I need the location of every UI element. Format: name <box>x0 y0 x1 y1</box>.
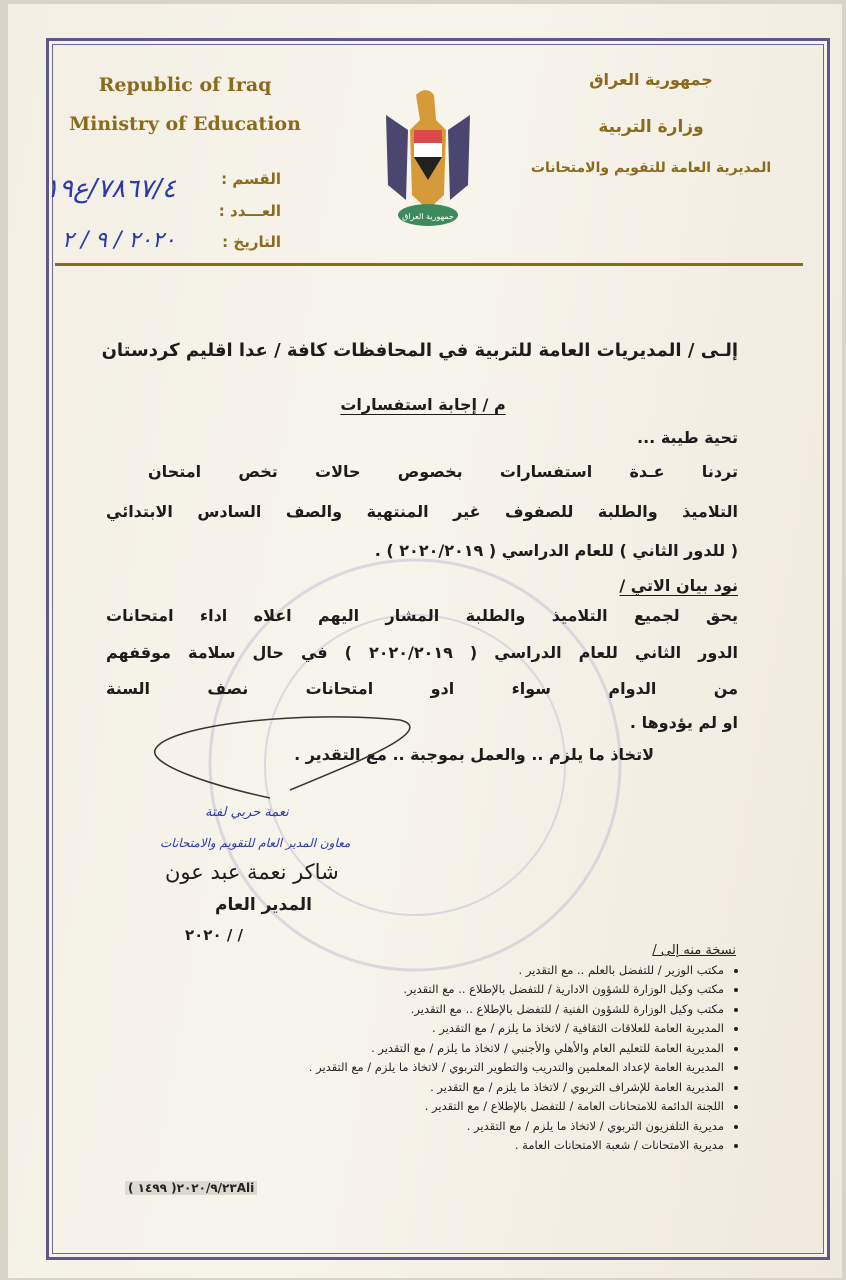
para2-line1: يحق لجميع التلاميذ والطلبة المشار اليهم اعلاه اداء امتحانات <box>106 606 738 625</box>
cc-item: • مديرية الامتحانات / شعبة الامتحانات العامة . <box>309 1136 724 1156</box>
closing: لاتخاذ ما يلزم .. والعمل بموجبة .. مع التقدير . <box>294 745 654 764</box>
signer-title: المدير العام <box>215 895 312 915</box>
letterhead-ar-directorate: المديرية العامة للتقويم والامتحانات <box>530 160 772 176</box>
cc-item: • المديرية العامة للإشراف التربوي / لاتخاذ ما يلزم / مع التقدير . <box>309 1078 724 1098</box>
date-label: التاريخ : <box>222 233 281 251</box>
cc-item: • مديرية التلفزيون التربوي / لاتخاذ ما يلزم / مع التقدير . <box>309 1117 724 1137</box>
subject: م / إجابة استفسارات <box>340 395 506 414</box>
signature-loop <box>150 705 430 805</box>
reference-code: ( ١٤٩٩ )٢٠٢٠/٩/٢٣Ali <box>125 1181 257 1195</box>
cc-item: • المديرية العامة للعلاقات الثقافية / لاتخاذ ما يلزم / مع التقدير . <box>309 1019 724 1039</box>
greeting: تحية طيبة ... <box>637 428 738 447</box>
cc-item: • مكتب الوزير / للتفضل بالعلم .. مع التقدير . <box>309 961 724 981</box>
signature-date: / / ٢٠٢٠ <box>185 926 244 944</box>
para2-line3: من الدوام سواء ادو امتحانات نصف السنة <box>106 679 738 698</box>
emblem-caption: جمهورية العراق <box>402 212 454 221</box>
letterhead-ar-country: جمهورية العراق <box>589 70 713 89</box>
cc-list <box>309 941 736 1156</box>
iraq-eagle-emblem-icon <box>378 85 478 230</box>
recipient: إلـى / المديريات العامة للتربية في المحافظات كافة / عدا اقليم كردستان <box>101 340 738 361</box>
letterhead-en-country: Republic of Iraq <box>98 74 272 96</box>
header-divider <box>55 263 803 266</box>
letterhead-en-ministry: Ministry of Education <box>69 113 301 135</box>
para2-line4: او لم يؤدوها . <box>629 713 738 732</box>
handwritten-signer-name: نعمة حربي لفتة <box>205 805 289 820</box>
cc-item: • المديرية العامة لإعداد المعلمين والتدريب والتطوير التربوي / لاتخاذ ما يلزم / مع التقدير . <box>309 1058 724 1078</box>
signer-name: شاكر نعمة عبد عون <box>165 860 339 884</box>
cc-heading: نسخة منه إلى / <box>652 943 736 958</box>
handwritten-number: ٧٨٦٧/٤/ع١٩ <box>45 174 176 204</box>
cc-item: • مكتب وكيل الوزارة للشؤون الادارية / للتفضل بالإطلاع .. مع التقدير. <box>309 980 724 1000</box>
cc-item: • المديرية العامة للتعليم العام والأهلي والأجنبي / لاتخاذ ما يلزم / مع التقدير . <box>309 1039 724 1059</box>
number-label: العـــدد : <box>218 202 281 220</box>
letterhead-ar-ministry: وزارة التربية <box>598 117 704 137</box>
intro: نود بيان الاتي / <box>619 576 738 595</box>
para1-line2: التلاميذ والطلبة للصفوف غير المنتهية والصف السادس الابتدائي <box>106 502 738 521</box>
handwritten-date: ٢٠٢٠ / ٩ / ٢ <box>62 228 176 253</box>
para1-line1: تردنا عـدة استفسارات بخصوص حالات تخص امتحان <box>148 462 738 481</box>
section-label: القسم : <box>221 170 281 188</box>
handwritten-signer-title: معاون المدير العام للتقويم والامتحانات <box>160 836 351 850</box>
cc-item: • مكتب وكيل الوزارة للشؤون الفنية / للتفضل بالإطلاع .. مع التقدير. <box>309 1000 724 1020</box>
cc-item: • اللجنة الدائمة للامتحانات العامة / للتفضل بالإطلاع / مع التقدير . <box>309 1097 724 1117</box>
para1-line3: ( للدور الثاني ) للعام الدراسي ( ٢٠٢٠/٢٠١٩ ) . <box>374 541 738 560</box>
para2-line2: الدور الثاني للعام الدراسي ( ٢٠٢٠/٢٠١٩ ) في حال سلامة موقفهم <box>106 643 739 662</box>
